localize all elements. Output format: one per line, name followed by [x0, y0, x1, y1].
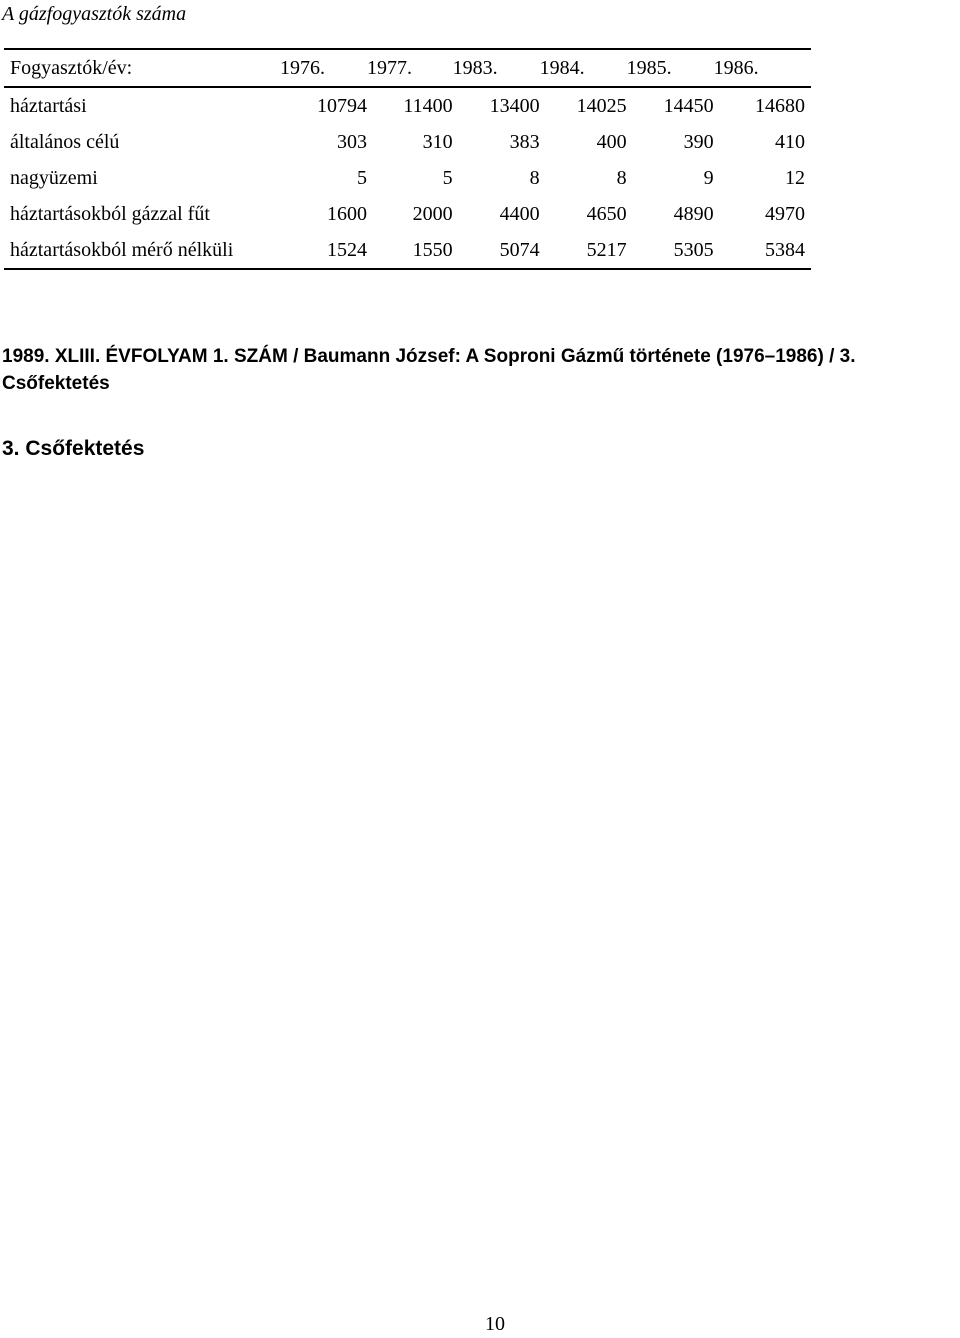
table-cell: 2000: [412, 202, 453, 225]
section-heading: 3. Csőfektetés: [2, 437, 145, 460]
table-cell: 5074: [499, 238, 540, 261]
table-row: [4, 87, 811, 124]
header-cell-label: Fogyasztók/év:: [10, 56, 133, 79]
table-cell: 8: [616, 166, 627, 189]
row-label: nagyüzemi: [10, 166, 98, 189]
table-cell: 10794: [316, 94, 367, 117]
table-cell: 4400: [499, 202, 540, 225]
table-cell: 383: [509, 130, 540, 153]
table-cell: 1524: [326, 238, 367, 261]
header-cell-year: 1986.: [713, 56, 759, 79]
table-cell: 9: [703, 166, 714, 189]
table-cell: 400: [596, 130, 627, 153]
table-cell: 303: [336, 130, 367, 153]
header-cell-year: 1976.: [280, 56, 325, 79]
table-cell: 14450: [663, 94, 714, 117]
table-row: [4, 232, 811, 269]
gas-consumers-table: [4, 48, 811, 270]
row-label: háztartásokból gázzal fűt: [10, 202, 210, 225]
table-cell: 410: [775, 130, 805, 153]
table-cell: 4890: [673, 202, 714, 225]
table-cell: 390: [683, 130, 714, 153]
row-label: háztartási: [10, 94, 87, 117]
table-cell: 11400: [403, 94, 453, 117]
row-label: háztartásokból mérő nélküli: [10, 238, 234, 261]
page-number: 10: [485, 1313, 505, 1335]
table-cell: 5305: [673, 238, 714, 261]
source-citation: 1989. XLIII. ÉVFOLYAM 1. SZÁM / Baumann József: A Soproni Gázmű története (1976–1986) / 3. Csőfektetés: [2, 346, 856, 394]
table-cell: 5: [356, 166, 367, 189]
header-cell-year: 1984.: [539, 56, 585, 79]
table-cell: 13400: [489, 94, 540, 117]
table-cell: 4650: [586, 202, 627, 225]
table-cell: 1550: [412, 238, 453, 261]
table-header-row: [4, 49, 811, 87]
table-cell: 4970: [765, 202, 805, 225]
table-cell: 14680: [755, 94, 805, 117]
table-row: [4, 124, 811, 160]
row-label: általános célú: [10, 130, 120, 153]
table-cell: 5217: [586, 238, 627, 261]
table-row: [4, 160, 811, 196]
table-cell: 12: [785, 166, 805, 189]
table-cell: 5: [442, 166, 453, 189]
table-cell: 5384: [765, 238, 805, 261]
header-cell-year: 1977.: [366, 56, 412, 79]
header-cell-year: 1983.: [452, 56, 498, 79]
table-cell: 8: [529, 166, 540, 189]
table-cell: 14025: [576, 94, 627, 117]
table-cell: 1600: [326, 202, 367, 225]
table-cell: 310: [422, 130, 453, 153]
table-caption: A gázfogyasztók száma: [2, 3, 187, 25]
table-row: [4, 196, 811, 232]
header-cell-year: 1985.: [626, 56, 672, 79]
